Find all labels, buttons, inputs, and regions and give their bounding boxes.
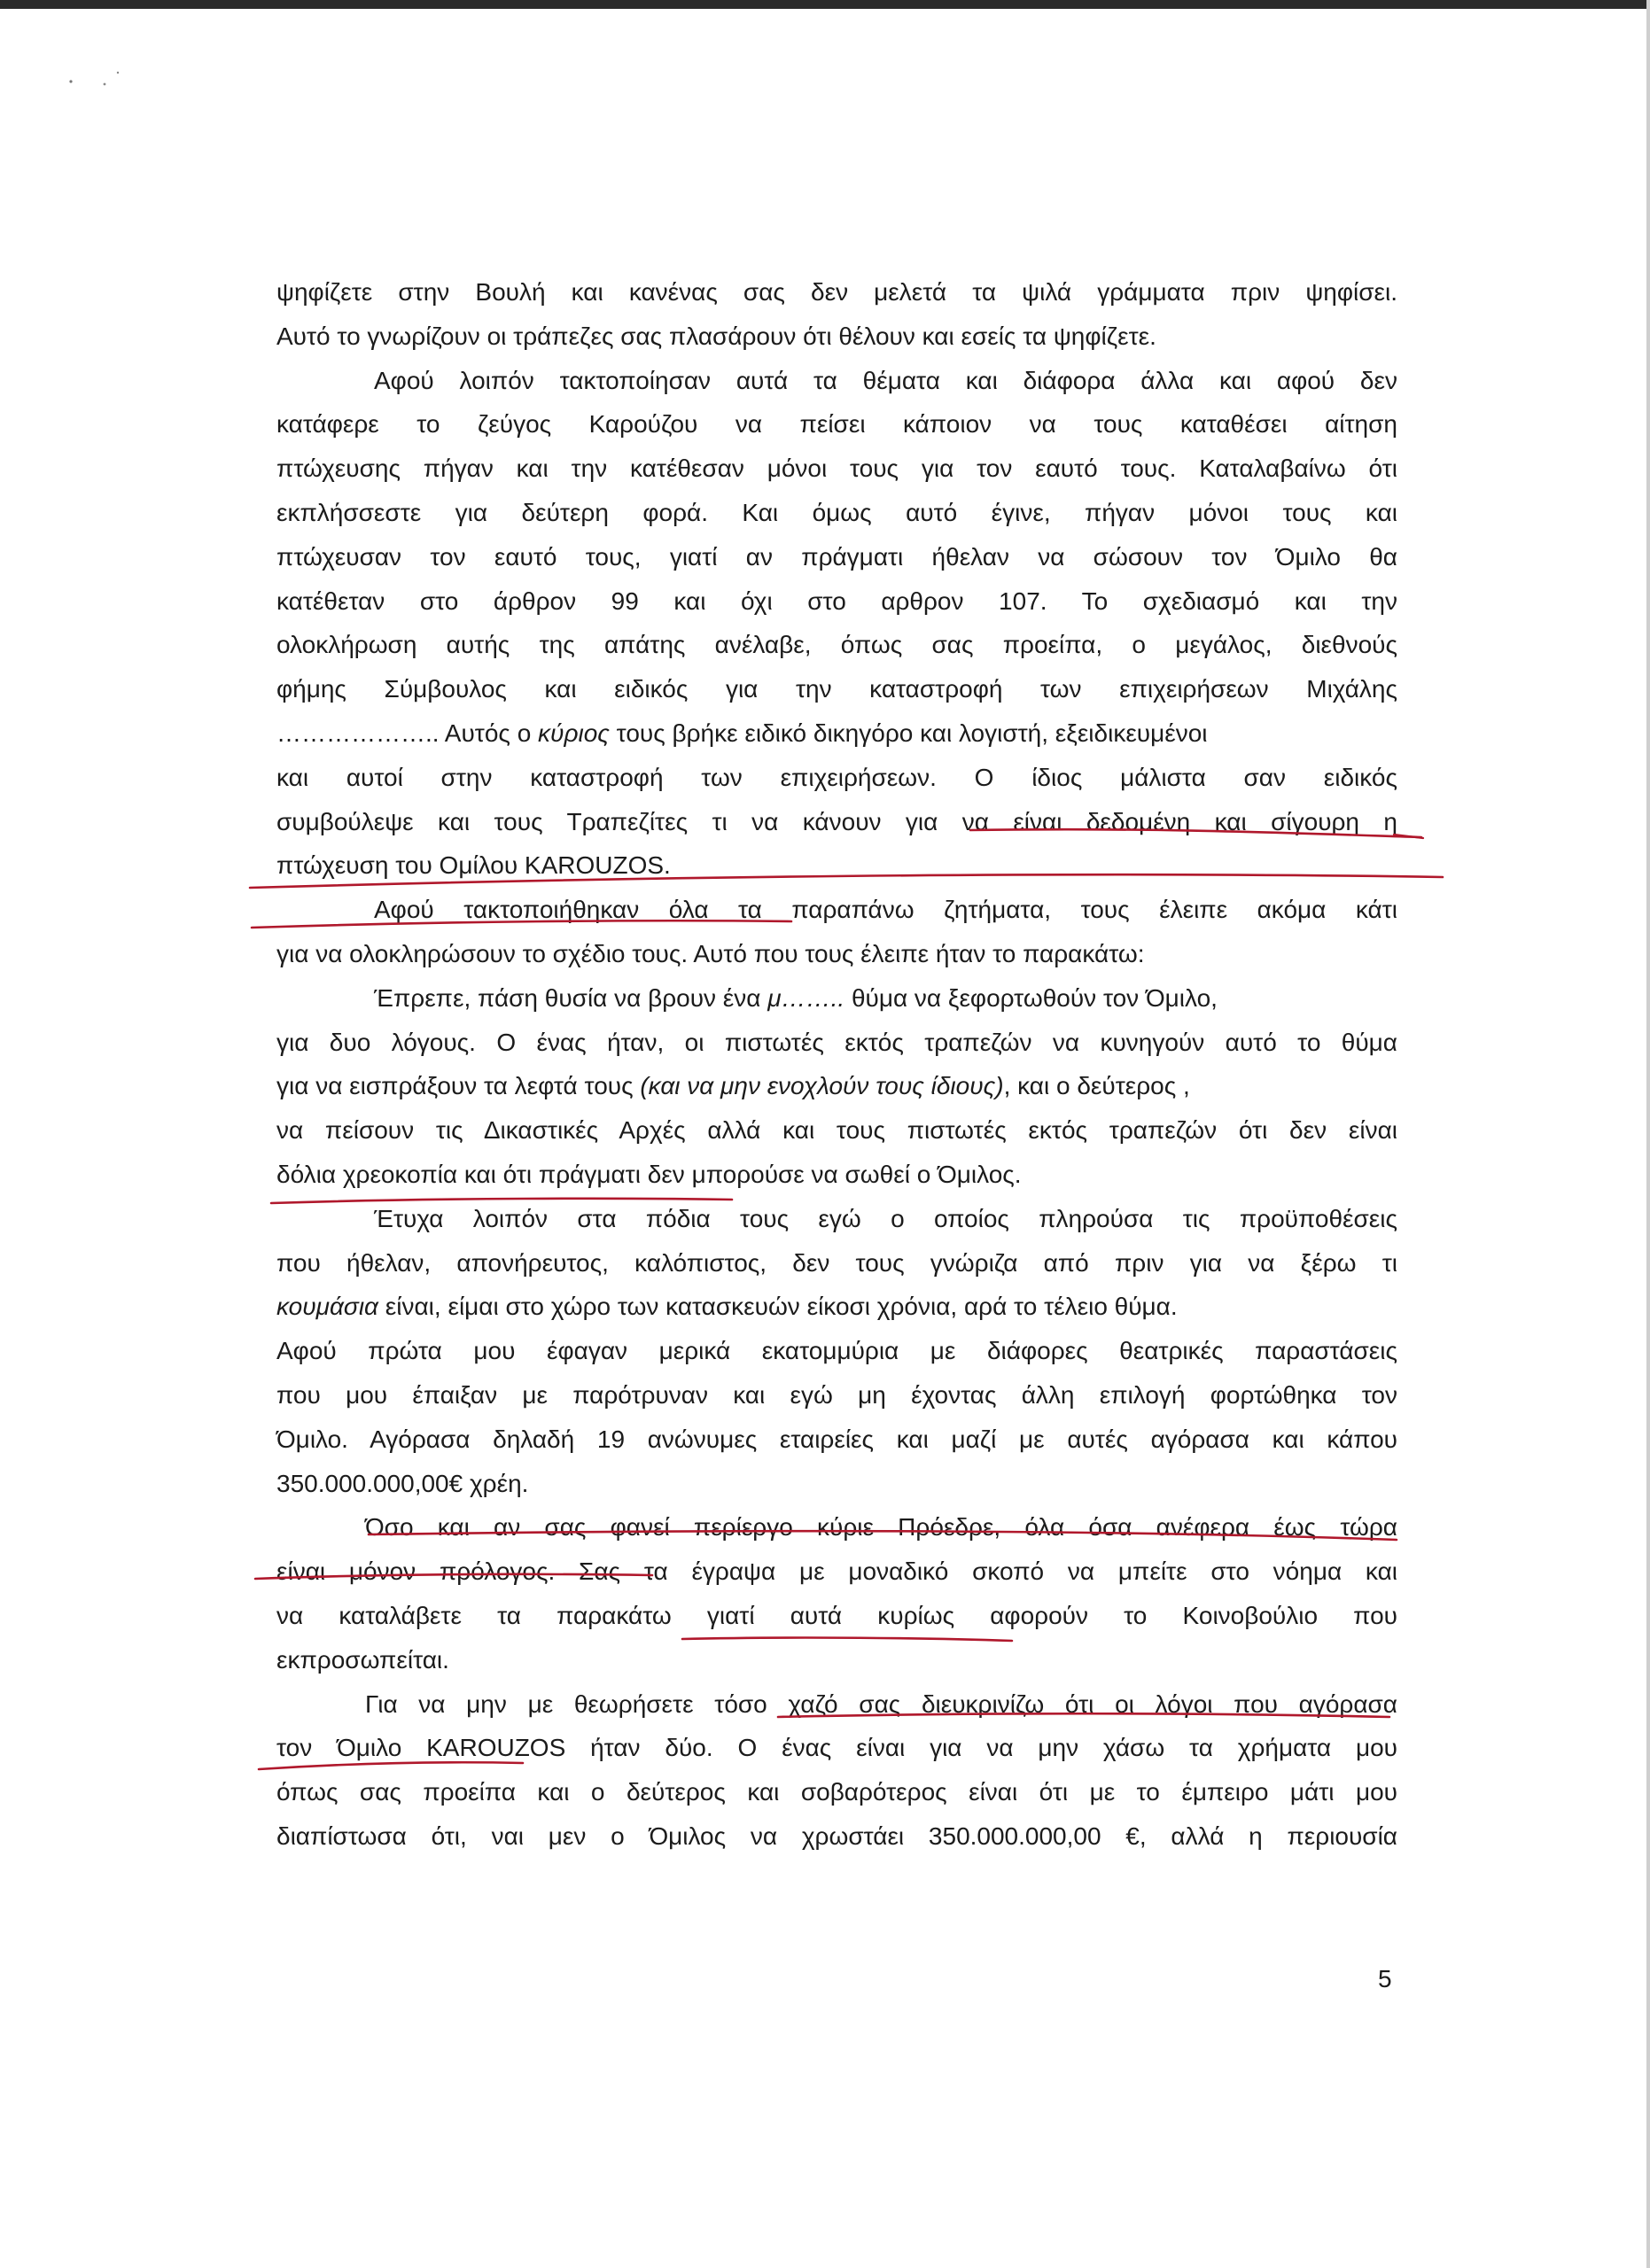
text-line: για δυο λόγους. Ο ένας ήταν, οι πιστωτές εκτός τραπεζών να κυνηγούν αυτό το θύμα	[276, 1028, 1397, 1056]
text-line: να καταλάβετε τα παρακάτω γιατί αυτά κυρίως αφορούν το Κοινοβούλιο που	[276, 1601, 1397, 1629]
italic-word: κουμάσια	[276, 1293, 379, 1321]
text-line: πτώχευση του Ομίλου KAROUZOS.	[276, 851, 671, 880]
text-line: συμβούλεψε και τους Τραπεζίτες τι να κάνουν για να είναι δεδομένη και σίγουρη η	[276, 807, 1397, 835]
letter-body	[276, 270, 1397, 1859]
scan-speck	[69, 80, 72, 82]
text-line: για να ολοκληρώσουν το σχέδιο τους. Αυτό που τους έλειπε ήταν το παρακάτω:	[276, 939, 1145, 967]
italic-word: μ……..	[767, 983, 845, 1012]
text-line: να πείσουν τις Δικαστικές Αρχές αλλά και τους πιστωτές εκτός τραπεζών ότι δεν είναι	[276, 1116, 1397, 1145]
text-run: τους βρήκε ειδικό δικηγόρο και λογιστή, εξειδικευμένοι	[609, 718, 1208, 747]
text-line: Όσο και αν σας φανεί περίεργο κύριε Πρόεδρε, όλα όσα ανέφερα έως τώρα	[365, 1513, 1397, 1542]
text-line: τον Όμιλο KAROUZOS ήταν δύο. Ο ένας είναι για να μην χάσω τα χρήματα μου	[276, 1734, 1397, 1762]
text-run: είναι, είμαι στο χώρο των κατασκευών είκοσι χρόνια, αρά το τέλειο θύμα.	[378, 1293, 1178, 1321]
text-line: πτώχευσης πήγαν και την κατέθεσαν μόνοι τους για τον εαυτό τους. Καταλαβαίνω ότι	[276, 454, 1397, 483]
text-run: θύμα να ξεφορτωθούν τον Όμιλο,	[844, 983, 1218, 1012]
text-line: Αφού λοιπόν τακτοποίησαν αυτά τα θέματα και διάφορα άλλα και αφού δεν	[374, 366, 1397, 394]
text-run: , και ο δεύτερος ,	[1003, 1072, 1190, 1100]
text-line: κατέθεταν στο άρθρον 99 και όχι στο αρθρον 107. Το σχεδιασμό και την	[276, 586, 1397, 615]
text-line: κατάφερε το ζεύγος Καρούζου να πείσει κάποιον να τους καταθέσει αίτηση	[276, 410, 1397, 439]
text-run: για να εισπράξουν τα λεφτά τους	[276, 1072, 641, 1100]
text-line	[276, 1285, 1397, 1329]
text-line: που ήθελαν, απονήρευτος, καλόπιστος, δεν τους γνώριζα από πριν για να ξέρω τι	[276, 1248, 1397, 1277]
text-line: και αυτοί στην καταστροφή των επιχειρήσεων. Ο ίδιος μάλιστα σαν ειδικός	[276, 763, 1397, 791]
text-line: όπως σας προείπα και ο δεύτερος και σοβαρότερος είναι ότι με το έμπειρο μάτι μου	[276, 1778, 1397, 1806]
text-line	[276, 711, 1397, 756]
text-line: Έτυχα λοιπόν στα πόδια τους εγώ ο οποίος πληρούσα τις προϋποθέσεις	[374, 1204, 1397, 1232]
text-line: φήμης Σύμβουλος και ειδικός για την καταστροφή των επιχειρήσεων Μιχάλης	[276, 675, 1397, 703]
text-line: είναι μόνον πρόλογος. Σας τα έγραψα με μοναδικό σκοπό να μπείτε στο νόημα και	[276, 1557, 1397, 1586]
text-line: εκπλήσσεστε για δεύτερη φορά. Και όμως αυτό έγινε, πήγαν μόνοι τους και	[276, 498, 1397, 526]
text-line: Για να μην με θεωρήσετε τόσο χαζό σας διευκρινίζω ότι οι λόγοι που αγόρασα	[365, 1689, 1397, 1718]
scan-specks	[0, 0, 177, 106]
italic-phrase: (και να μην ενοχλούν τους ίδιους)	[640, 1072, 1004, 1100]
ink-underline	[1394, 835, 1423, 838]
text-line: πτώχευσαν τον εαυτό τους, γιατί αν πράγματι ήθελαν να σώσουν τον Όμιλο θα	[276, 542, 1397, 571]
text-line: 350.000.000,00€ χρέη.	[276, 1469, 529, 1497]
text-line: ολοκλήρωση αυτής της απάτης ανέλαβε, όπως σας προείπα, ο μεγάλος, διεθνούς	[276, 631, 1397, 659]
text-line: Αφού πρώτα μου έφαγαν μερικά εκατομμύρια με διάφορες θεατρικές παραστάσεις	[276, 1337, 1397, 1365]
text-line: που μου έπαιξαν με παρότρυναν και εγώ μη έχοντας άλλη επιλογή φορτώθηκα τον	[276, 1380, 1397, 1409]
text-run: ……………….. Αυτός ο	[276, 718, 539, 747]
text-line: δόλια χρεοκοπία και ότι πράγματι δεν μπορούσε να σωθεί ο Όμιλος.	[276, 1160, 1022, 1188]
text-line	[276, 976, 1397, 1021]
text-line: διαπίστωσα ότι, ναι μεν ο Όμιλος να χρωστάει 350.000.000,00 €, αλλά η περιουσία	[276, 1821, 1397, 1850]
scan-right-edge	[1646, 0, 1650, 2268]
scan-speck	[104, 83, 106, 86]
text-line: Όμιλο. Αγόρασα δηλαδή 19 ανώνυμες εταιρείες και μαζί με αυτές αγόρασα και κάπου	[276, 1425, 1397, 1453]
text-line: Αυτό το γνωρίζουν οι τράπεζες σας πλασάρουν ότι θέλουν και εσείς τα ψηφίζετε.	[276, 322, 1156, 350]
text-line: ψηφίζετε στην Βουλή και κανένας σας δεν μελετά τα ψιλά γράμματα πριν ψηφίσει.	[276, 278, 1397, 306]
scan-top-edge	[0, 0, 1650, 9]
text-line	[276, 1064, 1397, 1108]
text-line: Αφού τακτοποιήθηκαν όλα τα παραπάνω ζητήματα, τους έλειπε ακόμα κάτι	[374, 896, 1397, 924]
text-run: Έπρεπε, πάση θυσία να βρουν ένα	[374, 983, 768, 1012]
italic-word: κύριος	[538, 718, 610, 747]
scan-speck	[117, 72, 119, 74]
text-line: εκπροσωπείται.	[276, 1645, 449, 1674]
page-number: 5	[1378, 1965, 1392, 1992]
